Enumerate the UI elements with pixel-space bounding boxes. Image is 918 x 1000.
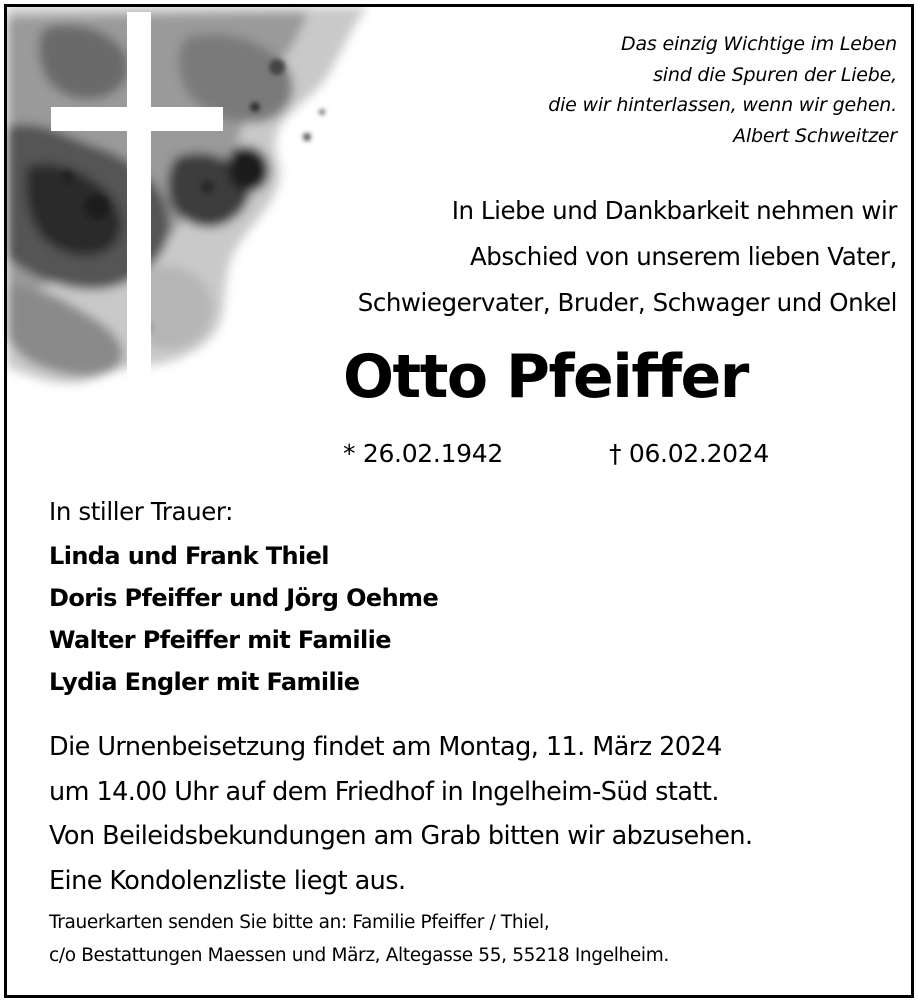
funeral-notice [49, 725, 753, 903]
quote-author: Albert Schweitzer [733, 124, 897, 147]
intro-text [358, 188, 897, 326]
quote-line: Das einzig Wichtige im Leben [621, 33, 897, 55]
mourners-list [49, 535, 438, 703]
obituary-notice [4, 4, 914, 998]
address-line: c/o Bestattungen Maessen und März, Altegasse 55, 55218 Ingelheim. [49, 944, 669, 966]
watercolor-decoration [7, 7, 407, 397]
quote-line: die wir hinterlassen, wenn wir gehen. [548, 94, 897, 116]
address-line: Trauerkarten senden Sie bitte an: Familie Pfeiffer / Thiel, [49, 912, 550, 933]
notice-line: Eine Kondolenzliste liegt aus. [49, 865, 406, 896]
quote-line: sind die Spuren der Liebe, [653, 63, 897, 86]
intro-line: In Liebe und Dankbarkeit nehmen wir [451, 196, 897, 225]
mourner-name: Lydia Engler mit Familie [49, 668, 360, 696]
quote [548, 29, 897, 151]
deceased-name: Otto Pfeiffer [343, 342, 748, 412]
mourner-name: Doris Pfeiffer und Jörg Oehme [49, 584, 439, 612]
notice-line: Die Urnenbeisetzung findet am Montag, 11. März 2024 [49, 732, 722, 762]
notice-line: um 14.00 Uhr auf dem Friedhof in Ingelheim-Süd statt. [49, 776, 719, 807]
mourner-name: Linda und Frank Thiel [49, 542, 329, 570]
intro-line: Abschied von unserem lieben Vater, [470, 242, 897, 271]
mourner-name: Walter Pfeiffer mit Familie [49, 626, 391, 654]
notice-line: Von Beileidsbekundungen am Grab bitten wir abzusehen. [49, 821, 753, 851]
intro-line: Schwiegervater, Bruder, Schwager und Onkel [357, 288, 897, 317]
birth-date: * 26.02.1942 [343, 439, 503, 468]
death-date: † 06.02.2024 [609, 439, 769, 468]
condolence-address [49, 907, 669, 972]
mourners-label: In stiller Trauer: [49, 497, 234, 526]
